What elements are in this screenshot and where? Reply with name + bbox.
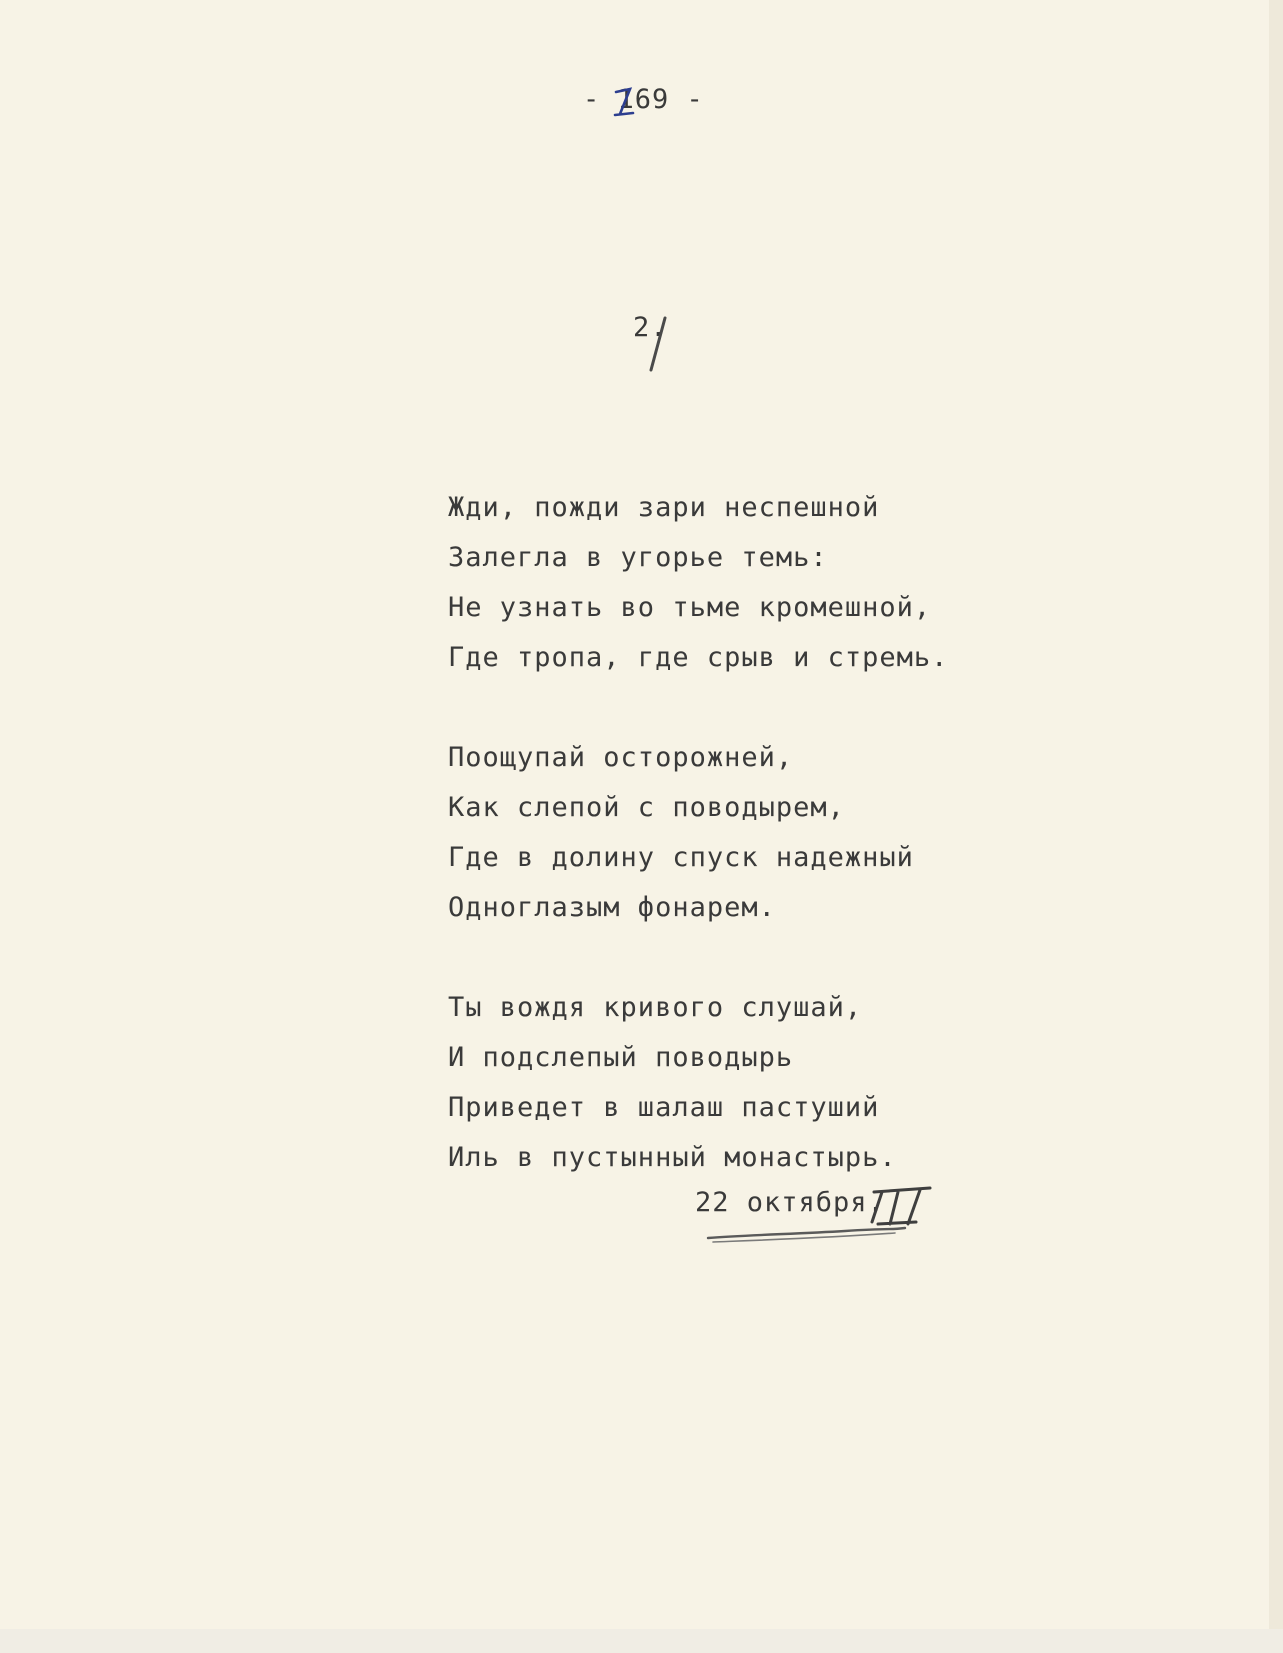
poem	[448, 483, 948, 1183]
poem-line: Где тропа, где срыв и стремь.	[448, 642, 949, 673]
poem-line: Залегла в угорье темь:	[448, 542, 828, 573]
poem-line: Поощупай осторожней,	[448, 742, 794, 773]
poem-line: Где в долину спуск надежный	[448, 842, 914, 873]
poem-stanza	[448, 983, 948, 1183]
poem-line: Иль в пустынный монастырь.	[448, 1142, 897, 1173]
pencil-underline-mark	[705, 1218, 915, 1248]
poem-line: Как слепой с поводырем,	[448, 792, 845, 823]
poem-stanza	[448, 483, 948, 683]
page-number: - 169 -	[583, 84, 704, 115]
page-bottom-edge	[0, 1629, 1283, 1653]
poem-line: Ты вождя кривого слушай,	[448, 992, 863, 1023]
poem-line: Приведет в шалаш пастуший	[448, 1092, 880, 1123]
date-line: 22 октября.	[695, 1187, 885, 1218]
poem-line: И подслепый поводырь	[448, 1042, 794, 1073]
section-number: 2.	[633, 312, 668, 343]
poem-stanza	[448, 733, 948, 933]
poem-line: Жди, пожди зари неспешной	[448, 492, 880, 523]
poem-line: Одноглазым фонарем.	[448, 892, 776, 923]
page-edge-shadow	[1269, 0, 1283, 1653]
poem-line: Не узнать во тьме кромешной,	[448, 592, 932, 623]
